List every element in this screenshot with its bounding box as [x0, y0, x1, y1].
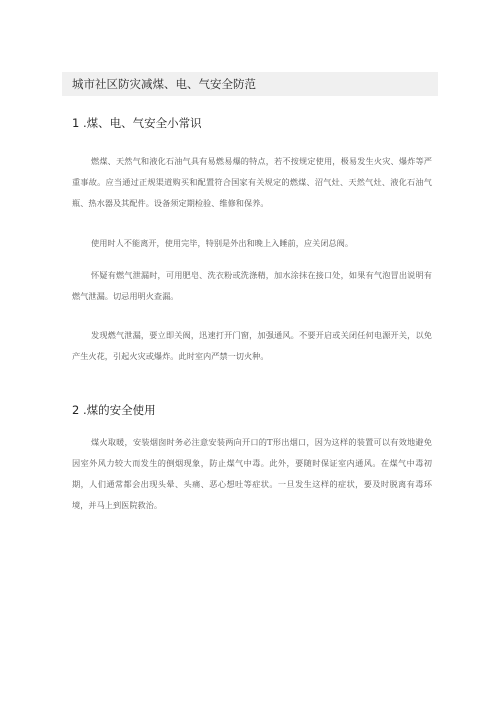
section-1-paragraph-2: 使用时人不能离开，使用完毕，特别是外出和晚上入睡前，应关闭总阀。	[91, 238, 354, 248]
section-heading-2: 2 .煤的安全使用	[72, 403, 156, 417]
section-heading-1: 1 .煤、电、气安全小常识	[72, 116, 202, 130]
section-1-paragraph-1: 燃煤、天然气和液化石油气具有易燃易爆的特点，若不按规定使用，极易发生火灾、爆炸等严重事故。应当通过正规渠道购买和配置符合国家有关规定的燃煤、沼气灶、天然气灶、液化石油气瓶、热水器及其配件。设备须定期检验、维修和保养。	[72, 156, 432, 208]
document-title: 城市社区防灾减煤、电、气安全防范	[72, 77, 256, 91]
section-1-paragraph-3: 怀疑有燃气泄漏时，可用肥皂、洗衣粉或洗涤精，加水涂抹在接口处，如果有气泡冒出说明有燃气泄漏。切忌用明火查漏。	[72, 270, 432, 301]
section-2-paragraph-1: 煤火取暖，安装烟囱时务必注意安装两向开口的T形出烟口，因为这样的装置可以有效地避免因室外风力较大而发生的倒烟现象，防止煤气中毒。此外，要随时保证室内通风。在煤气中毒初期，人们通常都会出现头晕、头痛、恶心想吐等症状。一旦发生这样的症状，要及时脱离有毒环境，并马上到医院救治。	[72, 437, 432, 510]
title-banner	[62, 72, 438, 96]
section-1-paragraph-4: 发现燃气泄漏，要立即关阀，迅速打开门窗，加强通风。不要开启或关闭任何电源开关，以免产生火花，引起火灾或爆炸。此时室内严禁一切火种。	[72, 330, 432, 361]
